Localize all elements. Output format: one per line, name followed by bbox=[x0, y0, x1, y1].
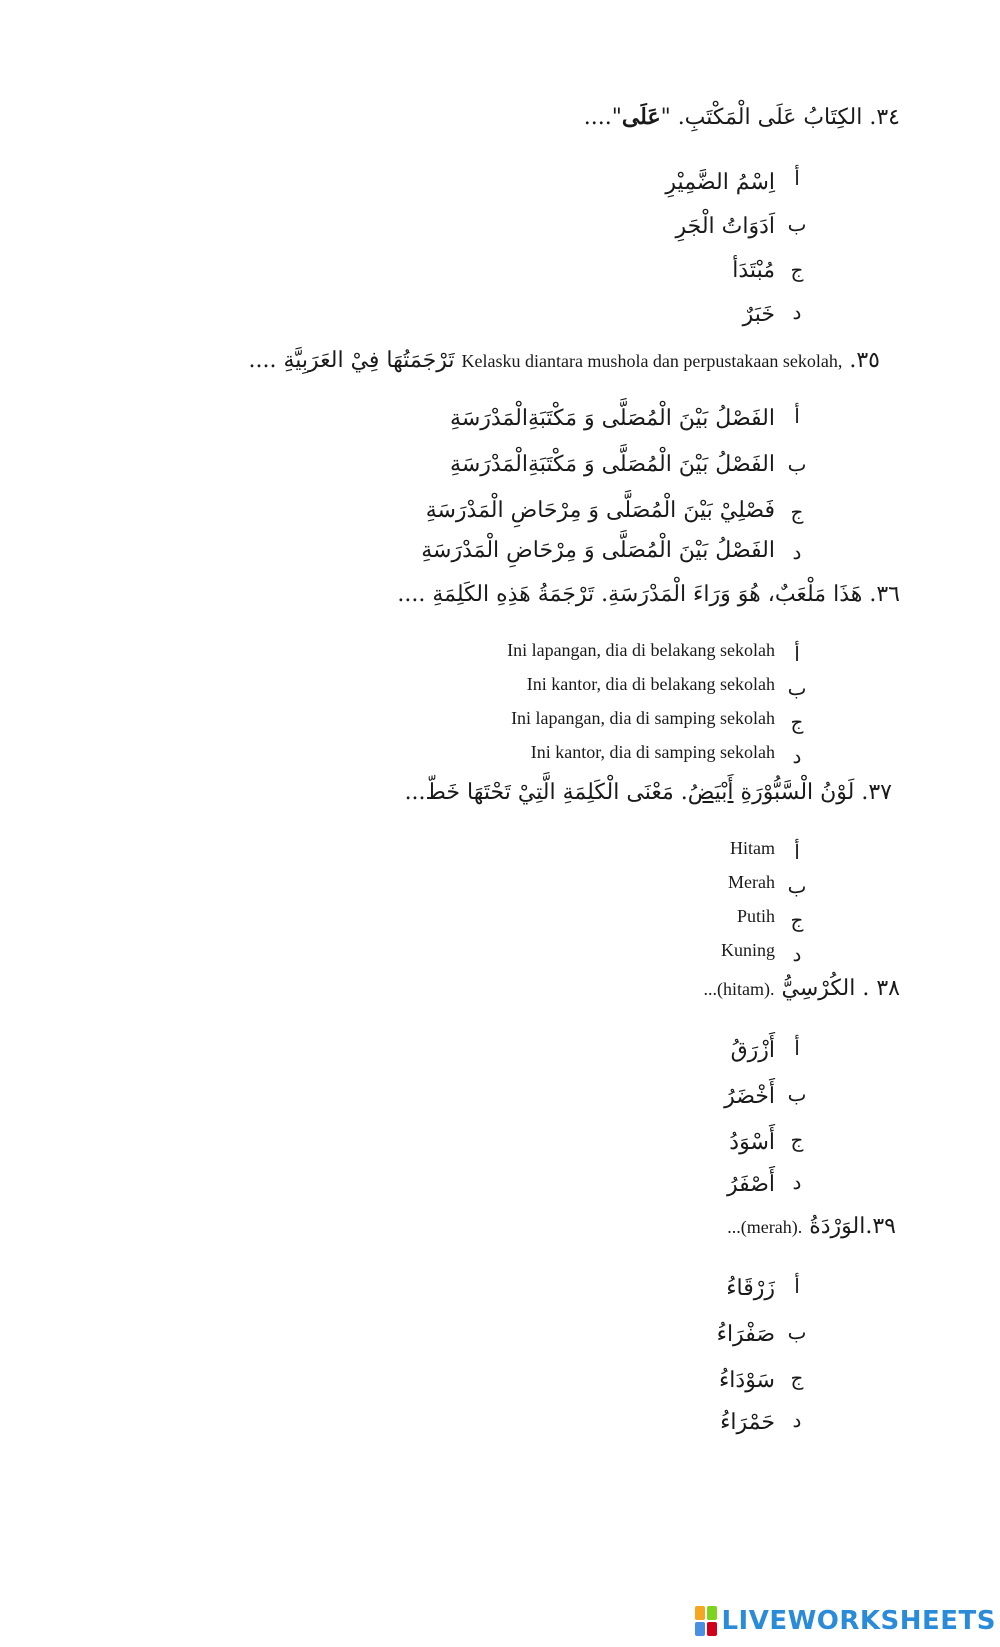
option-text[interactable]: الفَصْلُ بَيْنَ الْمُصَلَّى وَ مِرْحَاضِ الْمَدْرَسَةِ bbox=[421, 538, 775, 563]
question-35 bbox=[248, 348, 880, 373]
question-38 bbox=[704, 976, 901, 1001]
option-letter: أ bbox=[794, 1274, 800, 1298]
question-number: ٣٤. bbox=[869, 105, 900, 130]
question-text: لَوْنُ الْسَّبُّوْرَةِ bbox=[733, 780, 855, 805]
option-text[interactable]: خَبَرٌ bbox=[742, 302, 775, 327]
question-text-end: . مَعْنَى الْكَلِمَةِ الَّتِيْ تَحْتَهَا خَطّ... bbox=[404, 780, 688, 805]
question-number: ٣٧. bbox=[861, 780, 892, 805]
liveworksheets-logo bbox=[695, 1603, 996, 1639]
question-text-arabic: تَرْجَمَتُهَا فِيْ العَرَبِيَّةِ .... bbox=[248, 348, 455, 373]
question-text-latin: ...(hitam). bbox=[703, 979, 775, 999]
underlined-word: أَبْيَضُ bbox=[687, 780, 734, 805]
option-text[interactable]: Ini lapangan, dia di belakang sekolah bbox=[507, 640, 775, 660]
logo-tile bbox=[695, 1606, 705, 1620]
logo-text: LIVEWORKSHEETS bbox=[721, 1606, 996, 1636]
option-text[interactable]: أَزْرَقُ bbox=[730, 1038, 775, 1063]
option-text[interactable]: فَصْلِيْ بَيْنَ الْمُصَلَّى وَ مِرْحَاضِ الْمَدْرَسَةِ bbox=[425, 498, 775, 523]
option-letter: ب bbox=[787, 676, 807, 700]
option-letter: ب bbox=[787, 1320, 807, 1344]
question-text-end: ".... bbox=[583, 105, 622, 130]
question-34 bbox=[584, 104, 900, 130]
option-text[interactable]: حَمْرَاءُ bbox=[720, 1410, 775, 1435]
option-text[interactable]: الفَصْلُ بَيْنَ الْمُصَلَّى وَ مَكْتَبَةِالْمَدْرَسَةِ bbox=[450, 406, 775, 431]
option-text[interactable]: اَدَوَاتُ الْجَرِ bbox=[675, 214, 775, 239]
option-letter: ج bbox=[790, 1128, 804, 1152]
question-text: هَذَا مَلْعَبٌ، هُوَ وَرَاءَ الْمَدْرَسَةِ. تَرْجَمَةُ هَذِهِ الكَلِمَةِ .... bbox=[397, 582, 863, 607]
option-letter: ج bbox=[790, 500, 804, 524]
option-text[interactable]: أَسْوَدُ bbox=[729, 1130, 775, 1155]
option-text[interactable]: اِسْمُ الضَّمِيْرِ bbox=[665, 170, 775, 195]
option-text[interactable]: أَصْفَرُ bbox=[726, 1172, 775, 1197]
question-text-latin: Kelasku diantara mushola dan perpustakaan sekolah, bbox=[461, 351, 843, 371]
option-letter: د bbox=[792, 942, 802, 966]
option-text[interactable]: زَرْقَاءُ bbox=[726, 1276, 775, 1301]
option-text[interactable]: Putih bbox=[736, 906, 775, 926]
question-text-latin: ...(merah). bbox=[727, 1217, 803, 1237]
option-letter: أ bbox=[794, 166, 800, 190]
question-text: الكِتَابُ عَلَى الْمَكْتَبِ. " bbox=[660, 105, 863, 130]
option-letter: أ bbox=[794, 1036, 800, 1060]
option-letter: ب bbox=[787, 874, 807, 898]
option-letter: ج bbox=[790, 908, 804, 932]
option-letter: ب bbox=[787, 1082, 807, 1106]
logo-tile bbox=[707, 1606, 717, 1620]
option-letter: ج bbox=[790, 258, 804, 282]
question-36 bbox=[397, 582, 900, 607]
option-letter: أ bbox=[794, 840, 800, 864]
option-text[interactable]: مُبْتَدَأ bbox=[732, 258, 775, 283]
option-text[interactable]: Hitam bbox=[730, 838, 775, 858]
option-letter: ج bbox=[790, 710, 804, 734]
option-text[interactable]: صَفْرَاءُ bbox=[716, 1322, 775, 1347]
question-keyword: عَلَى bbox=[621, 104, 661, 130]
option-text[interactable]: أَخْضَرُ bbox=[724, 1084, 775, 1109]
question-text-arabic: الكُرْسِيُّ bbox=[781, 976, 856, 1001]
option-letter: د bbox=[792, 540, 802, 564]
option-letter: د bbox=[792, 1408, 802, 1432]
question-number: ٣٨ . bbox=[862, 976, 900, 1001]
question-number: ٣٦. bbox=[869, 582, 900, 607]
option-letter: ب bbox=[787, 212, 807, 236]
option-letter: أ bbox=[794, 642, 800, 666]
option-letter: د bbox=[792, 300, 802, 324]
question-number: ٣٩. bbox=[865, 1214, 896, 1239]
option-letter: د bbox=[792, 1170, 802, 1194]
option-letter: ب bbox=[787, 452, 807, 476]
option-text[interactable]: سَوْدَاءُ bbox=[718, 1368, 775, 1393]
logo-mark-icon bbox=[695, 1606, 717, 1636]
option-letter: ج bbox=[790, 1366, 804, 1390]
option-text[interactable]: Ini lapangan, dia di samping sekolah bbox=[511, 708, 775, 728]
question-number: ٣٥. bbox=[849, 348, 880, 373]
option-text[interactable]: Kuning bbox=[721, 940, 775, 960]
option-text[interactable]: الفَصْلُ بَيْنَ الْمُصَلَّى وَ مَكْتَبَةِالْمَدْرَسَةِ bbox=[450, 452, 775, 477]
option-letter: أ bbox=[794, 404, 800, 428]
option-letter: د bbox=[792, 744, 802, 768]
option-text[interactable]: Merah bbox=[728, 872, 775, 892]
option-text[interactable]: Ini kantor, dia di belakang sekolah bbox=[526, 674, 775, 694]
question-39 bbox=[727, 1214, 896, 1239]
question-text-arabic: الوَرْدَةُ bbox=[809, 1214, 866, 1239]
logo-tile bbox=[707, 1622, 717, 1636]
question-37 bbox=[405, 780, 892, 805]
option-text[interactable]: Ini kantor, dia di samping sekolah bbox=[530, 742, 775, 762]
logo-tile bbox=[695, 1622, 705, 1636]
